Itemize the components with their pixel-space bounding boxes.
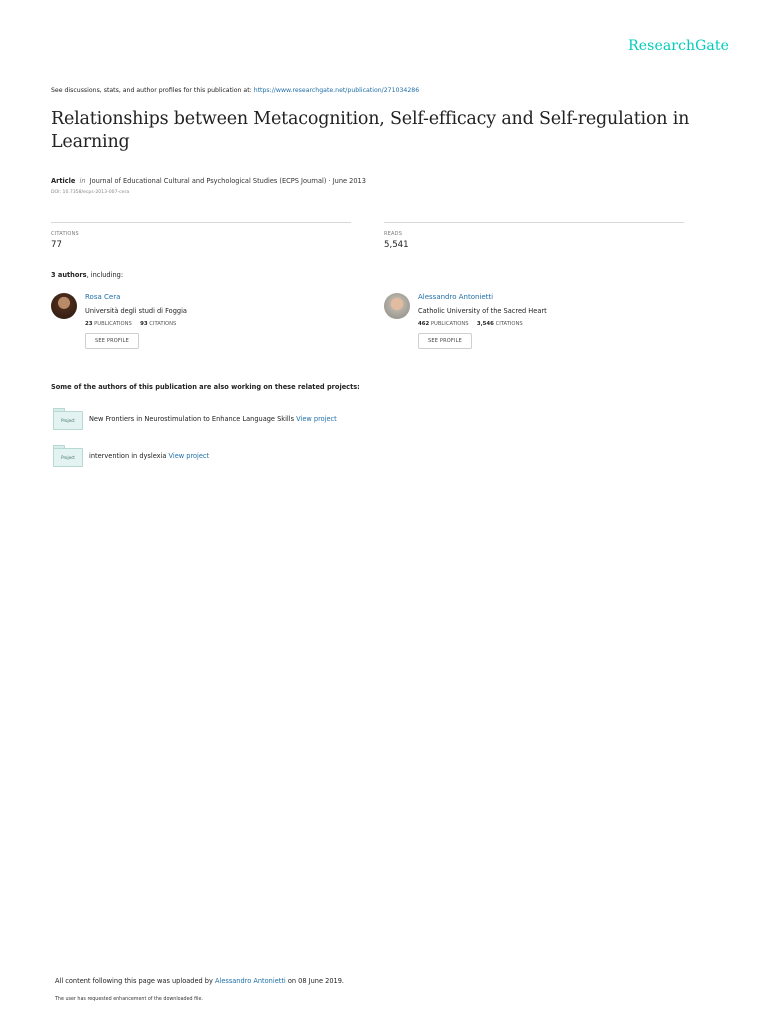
- reads-label: READS: [384, 231, 403, 237]
- upload-prefix: All content following this page was uploaded by: [55, 977, 213, 985]
- authors-heading: [51, 271, 123, 279]
- in-label: in: [79, 177, 86, 185]
- citations-stat: [51, 222, 351, 250]
- project-text: [89, 415, 337, 423]
- publication-meta: [51, 177, 366, 185]
- related-projects-heading: Some of the authors of this publication are also working on these related projects:: [51, 383, 360, 391]
- authors-heading-suffix: , including:: [86, 271, 124, 279]
- author-name-link[interactable]: Alessandro Antonietti: [418, 293, 494, 301]
- author-citations-count: 3,546: [476, 321, 494, 327]
- view-project-link[interactable]: View project: [168, 452, 210, 460]
- author-institution: Catholic University of the Sacred Heart: [418, 307, 547, 315]
- author-publications-count: 23: [85, 321, 93, 327]
- project-title: New Frontiers in Neurostimulation to Enhance Language Skills: [89, 415, 295, 423]
- enhancement-note: The user has requested enhancement of the downloaded file.: [55, 997, 203, 1002]
- project-title: intervention in dyslexia: [89, 452, 167, 460]
- authors-count: 3 authors: [51, 271, 87, 279]
- see-profile-button[interactable]: SEE PROFILE: [418, 333, 472, 349]
- researchgate-logo[interactable]: ResearchGate: [628, 38, 729, 54]
- see-profile-button[interactable]: SEE PROFILE: [85, 333, 139, 349]
- author-publications-label: PUBLICATIONS: [94, 321, 132, 327]
- publication-link[interactable]: https://www.researchgate.net/publication/271034286: [253, 87, 420, 94]
- citations-value: 77: [51, 240, 62, 250]
- author-citations-label: CITATIONS: [495, 321, 523, 327]
- project-folder-icon: [53, 445, 83, 467]
- author-photo-icon[interactable]: [51, 293, 77, 319]
- uploader-link[interactable]: Alessandro Antonietti: [215, 977, 286, 985]
- project-icon-label: Project: [61, 455, 75, 460]
- upload-notice: [55, 977, 344, 985]
- project-text: [89, 452, 209, 460]
- author-name-link[interactable]: Rosa Cera: [85, 293, 121, 301]
- journal-info: Journal of Educational Cultural and Psychological Studies (ECPS Journal) · June 2013: [89, 177, 366, 185]
- related-project: [51, 445, 471, 467]
- author-photo-icon[interactable]: [384, 293, 410, 319]
- reads-stat: [384, 222, 684, 250]
- reads-value: 5,541: [384, 240, 409, 250]
- project-icon-label: Project: [61, 418, 75, 423]
- discussions-line: [51, 87, 419, 94]
- author-citations-count: 93: [140, 321, 148, 327]
- author-publications-label: PUBLICATIONS: [430, 321, 469, 327]
- project-folder-icon: [53, 408, 83, 430]
- author-citations-label: CITATIONS: [149, 321, 177, 327]
- view-project-link[interactable]: View project: [296, 415, 337, 423]
- author-stats: [418, 321, 658, 327]
- citations-label: CITATIONS: [51, 231, 79, 237]
- upload-suffix: on 08 June 2019.: [287, 977, 345, 985]
- related-project: [51, 408, 471, 430]
- author-stats: [85, 321, 325, 327]
- discussions-text: See discussions, stats, and author profiles for this publication at:: [51, 87, 252, 94]
- publication-type: Article: [51, 177, 76, 185]
- publication-title: Relationships between Metacognition, Self-efficacy and Self-regulation in Learning: [51, 109, 690, 152]
- author-publications-count: 462: [418, 321, 430, 327]
- doi: DOI: 10.7358/ecps-2013-007-cera: [51, 190, 130, 195]
- author-institution: Università degli studi di Foggia: [85, 307, 187, 315]
